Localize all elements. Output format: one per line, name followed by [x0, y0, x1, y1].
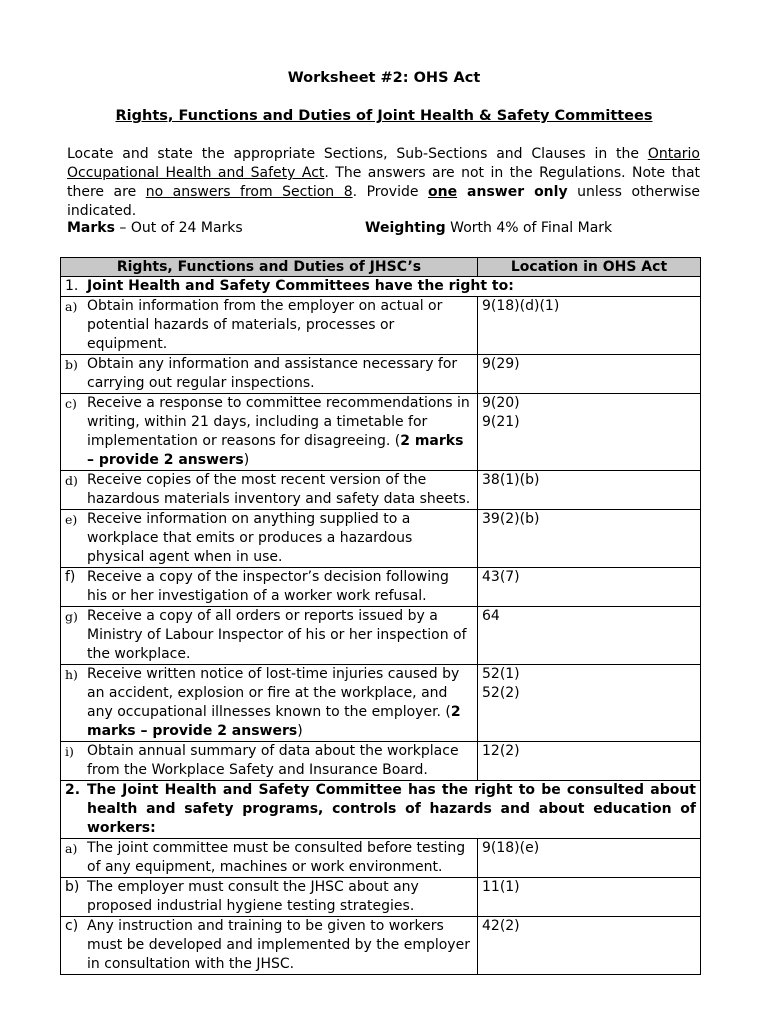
- table-row: [61, 568, 701, 607]
- section-heading: The Joint Health and Safety Committee has the right to be consulted about health and safety programs, controls of hazards and about education of workers:: [87, 782, 696, 836]
- table-row: [61, 471, 701, 510]
- table-row: [61, 394, 701, 471]
- item-label: i): [65, 744, 74, 759]
- item-description: Receive a copy of the inspector’s decision following his or her investigation of a worker work refusal.: [87, 569, 449, 604]
- table-row: [61, 917, 701, 975]
- item-cell: [61, 742, 478, 781]
- item-description: Receive a response to committee recommendations in writing, within 21 days, including a timetable for implementation or reasons for disagreeing. (: [87, 395, 470, 449]
- marks-line: [67, 220, 243, 236]
- item-description: Receive copies of the most recent version of the hazardous materials inventory and safety data sheets.: [87, 472, 471, 507]
- item-label: f): [65, 569, 76, 585]
- section-heading: Joint Health and Safety Committees have the right to:: [87, 278, 514, 294]
- marks-note: 2 marks – provide 2 answers: [87, 433, 464, 468]
- item-text: [87, 742, 473, 780]
- jhsc-table: [60, 257, 701, 975]
- section-1-row: [61, 277, 701, 297]
- item-text: [87, 839, 473, 877]
- weighting-label: Weighting: [365, 220, 446, 236]
- location-value: 9(18)(e): [482, 840, 540, 856]
- item-description: Receive information on anything supplied to a workplace that emits or produces a hazardous physical agent when in use.: [87, 511, 413, 565]
- item-description: Any instruction and training to be given to workers must be developed and implemented by the employer in consultation with the JHSC.: [87, 918, 470, 972]
- location-cell: [478, 742, 701, 781]
- table-row: [61, 355, 701, 394]
- table-row: [61, 839, 701, 878]
- item-description: The joint committee must be consulted before testing of any equipment, machines or work environment.: [87, 840, 466, 875]
- item-description: Obtain any information and assistance necessary for carrying out regular inspections.: [87, 356, 458, 391]
- item-cell: [61, 878, 478, 917]
- item-cell: [61, 510, 478, 568]
- item-text: [87, 665, 473, 741]
- item-label: b): [65, 879, 80, 895]
- location-cell: [478, 297, 701, 355]
- item-cell: [61, 355, 478, 394]
- item-label: c): [65, 396, 77, 411]
- item-text: [87, 878, 473, 916]
- location-cell: [478, 665, 701, 742]
- location-cell: [478, 471, 701, 510]
- location-cell: [478, 568, 701, 607]
- location-value: 9(21): [482, 414, 520, 430]
- item-cell: [61, 607, 478, 665]
- item-cell: [61, 297, 478, 355]
- item-text: [87, 607, 473, 664]
- intro-text-3: . Provide: [352, 184, 428, 200]
- location-value: 64: [482, 608, 500, 624]
- item-description: The employer must consult the JHSC about any proposed industrial hygiene testing strategies.: [87, 879, 419, 914]
- location-value: 9(29): [482, 356, 520, 372]
- item-text: [87, 917, 473, 974]
- table-row: [61, 607, 701, 665]
- item-label: a): [65, 841, 78, 856]
- location-value: 52(2): [482, 685, 520, 701]
- marks-value: – Out of 24 Marks: [114, 220, 243, 236]
- answer-only-emphasis: answer only: [457, 184, 568, 200]
- item-text: [87, 510, 473, 567]
- table-row: [61, 510, 701, 568]
- section-2-row: [61, 781, 701, 839]
- column-header-rights: Rights, Functions and Duties of JHSC’s: [61, 258, 478, 277]
- intro-text-1: Locate and state the appropriate Sections, Sub-Sections and Clauses in the: [67, 146, 648, 162]
- section-number: 1.: [65, 278, 79, 294]
- item-text: [87, 568, 473, 606]
- instructions-paragraph: [67, 145, 700, 221]
- location-cell: [478, 607, 701, 665]
- section-number: 2.: [65, 782, 81, 798]
- page-subtitle: Rights, Functions and Duties of Joint Health & Safety Committees: [115, 108, 653, 124]
- weighting-value: Worth 4% of Final Mark: [445, 220, 613, 236]
- location-cell: [478, 355, 701, 394]
- table-row: [61, 665, 701, 742]
- item-cell: [61, 471, 478, 510]
- location-cell: [478, 839, 701, 878]
- item-cell: [61, 665, 478, 742]
- item-text: [87, 394, 473, 470]
- location-cell: [478, 394, 701, 471]
- one-emphasis: one: [428, 184, 458, 200]
- table-header-row: [61, 258, 701, 277]
- location-value: 52(1): [482, 666, 520, 682]
- location-value: 42(2): [482, 918, 520, 934]
- item-description: Obtain annual summary of data about the workplace from the Workplace Safety and Insurance Board.: [87, 743, 459, 778]
- item-label: g): [65, 609, 78, 624]
- item-tail: ): [297, 723, 303, 739]
- item-cell: [61, 394, 478, 471]
- location-cell: [478, 917, 701, 975]
- no-answers-note: no answers from Section 8: [145, 184, 353, 200]
- location-value: 9(18)(d)(1): [482, 298, 560, 314]
- item-description: Receive a copy of all orders or reports issued by a Ministry of Labour Inspector of his or her inspection of the workplace.: [87, 608, 467, 662]
- act-name: Ontario Occupational Health and Safety Act: [67, 146, 700, 181]
- location-value: 43(7): [482, 569, 520, 585]
- item-cell: [61, 568, 478, 607]
- table-row: [61, 878, 701, 917]
- table-row: [61, 742, 701, 781]
- item-description: Receive written notice of lost-time injuries caused by an accident, explosion or fire at the workplace, and any occupational illnesses known to the employer. (: [87, 666, 460, 720]
- location-value: 9(20): [482, 395, 520, 411]
- item-label: d): [65, 473, 78, 488]
- item-text: [87, 471, 473, 509]
- intro-text-4: unless otherwise indicated.: [67, 184, 700, 219]
- location-value: 12(2): [482, 743, 520, 759]
- item-text: [87, 355, 473, 393]
- location-value: 38(1)(b): [482, 472, 540, 488]
- column-header-location: Location in OHS Act: [478, 258, 701, 277]
- location-value: 11(1): [482, 879, 520, 895]
- location-value: 39(2)(b): [482, 511, 540, 527]
- item-label: c): [65, 918, 79, 934]
- marks-note: 2 marks – provide 2 answers: [87, 704, 461, 739]
- item-label: b): [65, 357, 78, 372]
- item-tail: ): [243, 452, 250, 468]
- page-title: Worksheet #2: OHS Act: [287, 70, 481, 86]
- location-cell: [478, 878, 701, 917]
- weighting-line: [365, 220, 612, 236]
- marks-label: Marks: [67, 220, 115, 236]
- location-cell: [478, 510, 701, 568]
- item-text: [87, 297, 473, 354]
- item-cell: [61, 839, 478, 878]
- item-description: Obtain information from the employer on actual or potential hazards of materials, processes or equipment.: [87, 298, 443, 352]
- intro-text-2: . The answers are not in the Regulations. Note that there are: [67, 165, 701, 200]
- item-label: h): [65, 667, 78, 682]
- item-cell: [61, 917, 478, 975]
- table-row: [61, 297, 701, 355]
- item-label: e): [65, 512, 78, 527]
- item-label: a): [65, 299, 78, 314]
